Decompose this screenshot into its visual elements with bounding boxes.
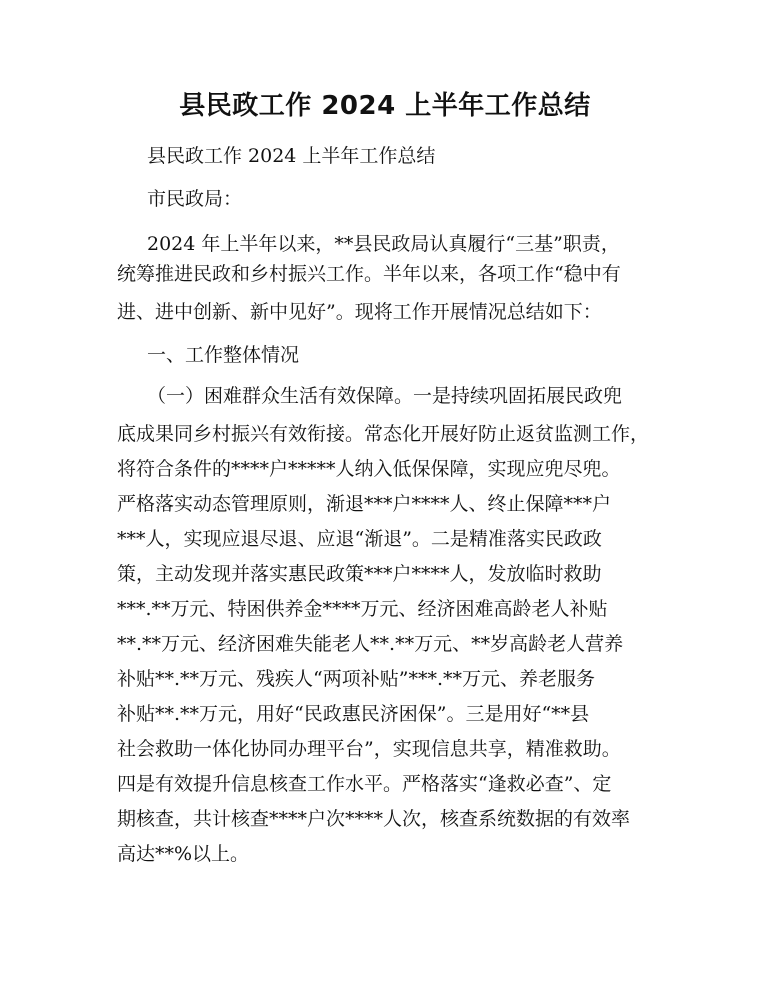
intro-line-1: 2024 年上半年以来，**县民政局认真履行“三基”职责， [147, 233, 620, 255]
paragraph-line-3: 将符合条件的****户*****人纳入低保保障，实现应兜尽兜。 [117, 458, 621, 480]
paragraph-line-1: （一）困难群众生活有效保障。一是持续巩固拓展民政兜 [147, 385, 623, 407]
paragraph-line-13: 期核查，共计核查****户次****人次，核查系统数据的有效率 [117, 808, 631, 830]
paragraph-line-14: 高达**%以上。 [117, 843, 250, 865]
paragraph-line-10: 补贴**.**万元，用好“民政惠民济困保”。三是用好“**县 [117, 703, 590, 725]
section-heading: 一、工作整体情况 [147, 344, 300, 366]
intro-line-2: 统筹推进民政和乡村振兴工作。半年以来，各项工作“稳中有 [117, 263, 621, 285]
document-title: 县民政工作 2024 上半年工作总结 [179, 91, 591, 121]
paragraph-line-11: 社会救助一体化协同办理平台”，实现信息共享，精准救助。 [117, 738, 621, 760]
paragraph-line-12: 四是有效提升信息核查工作水平。严格落实“逢救必查”、定 [117, 773, 612, 795]
paragraph-line-4: 严格落实动态管理原则，渐退***户****人、终止保障***户 [117, 493, 612, 515]
paragraph-line-8: **.**万元、经济困难失能老人**.**万元、**岁高龄老人营养 [117, 633, 624, 655]
intro-line-3: 进、进中创新、新中见好”。现将工作开展情况总结如下： [117, 301, 602, 323]
paragraph-line-5: ***人，实现应退尽退、应退“渐退”。二是精准落实民政政 [117, 528, 602, 550]
subtitle-line: 县民政工作 2024 上半年工作总结 [147, 145, 436, 167]
paragraph-line-9: 补贴**.**万元、残疾人“两项补贴”***.**万元、养老服务 [117, 668, 596, 690]
paragraph-line-2: 底成果同乡村振兴有效衔接。常态化开展好防止返贫监测工作， [117, 423, 650, 445]
paragraph-line-6: 策，主动发现并落实惠民政策***户****人，发放临时救助 [117, 563, 602, 585]
recipient-line: 市民政局： [147, 188, 243, 210]
paragraph-line-7: ***.**万元、特困供养金****万元、经济困难高龄老人补贴 [117, 598, 608, 620]
